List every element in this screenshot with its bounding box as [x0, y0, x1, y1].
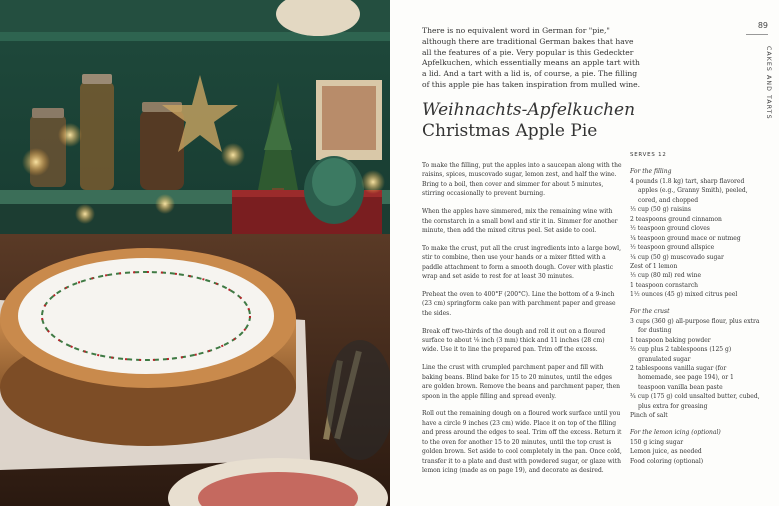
- ingredient-item: ⅓ cup (50 g) raisins: [630, 206, 691, 214]
- ingredient-item: 2 tablespoons vanilla sugar (for homemade, see page 194), or 1 teaspoon vanilla bean paste: [630, 365, 734, 391]
- ingredient-item: Zest of 1 lemon: [630, 262, 678, 270]
- intro-text: There is no equivalent word in German for "pie," although there are traditional German bakes that have all the features of a pie. Very popular is this Gedeckter Apfelkuchen, which essentially means an apple tart with a lid. And a tart with a lid is, of course, a pie. The filling of this apple pie has taken inspiration from mulled wine.: [422, 26, 641, 89]
- section-tab-label: CAKES AND TARTS: [765, 46, 772, 120]
- recipe-page: [390, 0, 779, 506]
- method-step: When the apples have simmered, mix the remaining wine with the cornstarch in a small bowl and stir it in. Simmer for another minute, then add the mixed citrus peel. Set aside to cool.: [422, 208, 618, 235]
- group-title: For the filling: [630, 168, 672, 176]
- ingredient-item: 1½ ounces (45 g) mixed citrus peel: [630, 291, 738, 299]
- ingredient-item: Pinch of salt: [630, 412, 668, 420]
- header-rule: [746, 34, 768, 35]
- ingredient-item: ¼ teaspoon ground mace or nutmeg: [630, 234, 741, 242]
- intro-paragraph: [422, 26, 644, 91]
- ingredient-item: 150 g icing sugar: [630, 438, 684, 446]
- method-step: To make the crust, put all the crust ingredients into a large bowl, stir to combine, then use your hands or a mixer fitted with a paddle attachment to form a smooth dough. Cover with plastic wrap and set aside to rest for at least 30 minutes.: [422, 244, 622, 281]
- ingredient-item: 2 teaspoons ground cinnamon: [630, 215, 722, 223]
- ingredient-item: 3 cups (360 g) all-purpose flour, plus extra for dusting: [630, 317, 760, 335]
- title-german: Weihnachts-Apfelkuchen: [422, 100, 636, 120]
- ingredient-item: 4 pounds (1.8 kg) tart, sharp flavored apples (e.g., Granny Smith), peeled, cored, and chopped: [630, 177, 748, 204]
- ingredient-item: Food coloring (optional): [630, 457, 704, 465]
- method-step: Line the crust with crumpled parchment paper and fill with baking beans. Blind bake for 15 to 20 minutes, until the edges are golden brown. Remove the beans and parchment paper, then spoon in the apple filling and spread evenly.: [422, 364, 620, 400]
- ingredient-item: ¼ cup (50 g) muscovado sugar: [630, 253, 724, 261]
- serves-label: SERVES 12: [630, 152, 667, 158]
- ingredient-item: ½ teaspoon ground allspice: [630, 244, 715, 252]
- method-column: [422, 161, 622, 484]
- method-step: Roll out the remaining dough on a floured work surface until you have a circle 9 inches (23 cm) wide. Place it on top of the filling and press around the edges to seal. Trim off the excess. Return it to the oven for another 15 to 20 minutes, until the top crust is golden brown. Set aside to cool completely in the pan. Once cold, transfer it to a plate and dust with powdered sugar, or glaze with lemon icing (made as on page 19), and decorate as desired.: [422, 410, 622, 475]
- page-number: 89: [757, 21, 768, 30]
- ingredient-item: Lemon juice, as needed: [630, 448, 702, 456]
- ingredient-item: 1 teaspoon baking powder: [630, 336, 711, 344]
- title-english: Christmas Apple Pie: [422, 121, 598, 141]
- ingredient-item: ⅓ cup (80 ml) red wine: [630, 272, 702, 280]
- group-title: For the crust: [630, 308, 670, 316]
- ingredient-item: ⅔ cup plus 2 tablespoons (125 g) granulated sugar: [630, 346, 732, 363]
- ingredient-group-icing: [630, 428, 762, 466]
- method-step: To make the filling, put the apples into a saucepan along with the raisins, spices, muscovado sugar, lemon zest, and half the wine. Bring to a boil, then cover and simmer for about 5 minutes, stirring occasionally to prevent burning.: [422, 162, 622, 198]
- ingredient-group-filling: [630, 167, 762, 299]
- method-step: Preheat the oven to 400°F (200°C). Line the bottom of a 9-inch (23 cm) springform cake pan with parchment paper and grease the sides.: [422, 290, 616, 317]
- ingredient-group-crust: [630, 307, 762, 420]
- ingredient-item: ½ teaspoon ground cloves: [630, 225, 710, 233]
- method-step: Break off two-thirds of the dough and roll it out on a floured surface to about ⅛ inch (3 mm) thick and 11 inches (28 cm) wide. Use it to line the prepared pan. Trim off the excess.: [422, 327, 606, 354]
- section-tab: [762, 46, 772, 166]
- ingredient-item: ¾ cup (175 g) cold unsalted butter, cubed, plus extra for greasing: [630, 393, 760, 410]
- ingredient-item: 1 teaspoon cornstarch: [630, 281, 699, 289]
- group-title: For the lemon icing (optional): [630, 429, 721, 437]
- ingredients-column: [630, 151, 762, 474]
- recipe-title: [422, 99, 635, 142]
